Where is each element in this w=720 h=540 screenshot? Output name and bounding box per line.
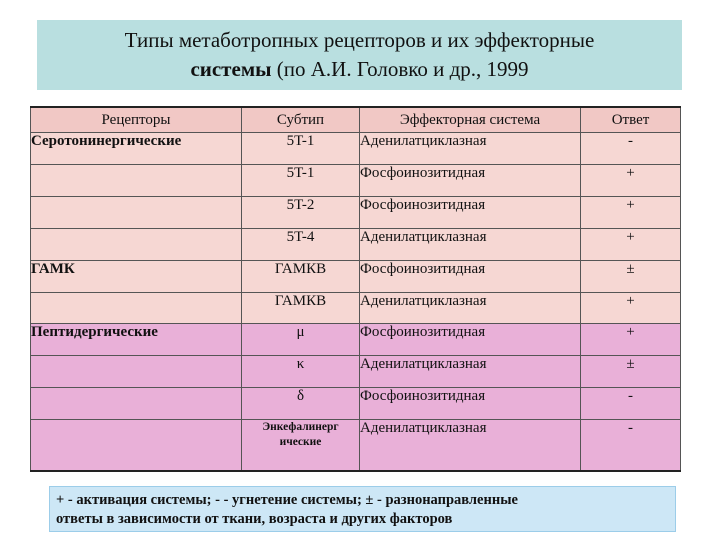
title-line-2-bold: системы <box>190 57 272 81</box>
response-cell: + <box>581 324 681 356</box>
category-cell <box>31 165 242 197</box>
legend-box <box>49 486 676 532</box>
slide-title <box>37 20 682 90</box>
receptor-table <box>30 106 681 472</box>
response-cell: ± <box>581 356 681 388</box>
table-row <box>31 356 681 388</box>
table-row <box>31 324 681 356</box>
legend-line-1: + - активация системы; - - угнетение системы; ± - разнонаправленные <box>56 492 518 508</box>
subtype-cell: 5T-1 <box>242 133 360 165</box>
subtype-cell: ГАМКB <box>242 292 360 324</box>
subtype-cell: ГАМКB <box>242 260 360 292</box>
table-row <box>31 196 681 228</box>
table-row <box>31 292 681 324</box>
subtype-cell <box>242 420 360 471</box>
response-cell: - <box>581 133 681 165</box>
response-cell: + <box>581 196 681 228</box>
category-cell <box>31 292 242 324</box>
category-serotonin: Серотонинергические <box>31 133 242 165</box>
effector-cell: Фосфоинозитидная <box>360 165 581 197</box>
effector-cell: Фосфоинозитидная <box>360 260 581 292</box>
effector-cell: Аденилатциклазная <box>360 420 581 471</box>
category-cell <box>31 228 242 260</box>
title-line-1: Типы метаботропных рецепторов и их эффекторные <box>124 28 595 52</box>
table-row <box>31 165 681 197</box>
subtype-cell: 5T-4 <box>242 228 360 260</box>
category-cell <box>31 356 242 388</box>
subtype-line-1: Энкефалинерг <box>262 421 339 434</box>
category-gaba: ГАМК <box>31 260 242 292</box>
header-response: Ответ <box>581 107 681 133</box>
category-cell <box>31 196 242 228</box>
effector-cell: Фосфоинозитидная <box>360 324 581 356</box>
header-receptors: Рецепторы <box>31 107 242 133</box>
table-row <box>31 133 681 165</box>
title-line-2 <box>37 55 682 84</box>
effector-cell: Аденилатциклазная <box>360 356 581 388</box>
subtype-cell: κ <box>242 356 360 388</box>
effector-cell: Аденилатциклазная <box>360 228 581 260</box>
effector-cell: Фосфоинозитидная <box>360 196 581 228</box>
effector-cell: Аденилатциклазная <box>360 133 581 165</box>
response-cell: - <box>581 420 681 471</box>
legend-line-2: ответы в зависимости от ткани, возраста и других факторов <box>56 511 453 527</box>
table-row <box>31 228 681 260</box>
subtype-cell: 5T-2 <box>242 196 360 228</box>
response-cell: ± <box>581 260 681 292</box>
response-cell: + <box>581 228 681 260</box>
title-line-2-rest: (по А.И. Головко и др., 1999 <box>271 57 529 81</box>
category-cell <box>31 388 242 420</box>
header-effector: Эффекторная система <box>360 107 581 133</box>
category-cell <box>31 420 242 471</box>
subtype-cell: 5T-1 <box>242 165 360 197</box>
response-cell: + <box>581 165 681 197</box>
response-cell: + <box>581 292 681 324</box>
effector-cell: Аденилатциклазная <box>360 292 581 324</box>
subtype-line-2: ические <box>279 436 322 449</box>
table-row <box>31 420 681 471</box>
effector-cell: Фосфоинозитидная <box>360 388 581 420</box>
table-row <box>31 260 681 292</box>
subtype-cell: δ <box>242 388 360 420</box>
table-row <box>31 388 681 420</box>
header-subtype: Субтип <box>242 107 360 133</box>
table-header-row <box>31 107 681 133</box>
subtype-cell: μ <box>242 324 360 356</box>
category-peptide: Пептидергические <box>31 324 242 356</box>
response-cell: - <box>581 388 681 420</box>
